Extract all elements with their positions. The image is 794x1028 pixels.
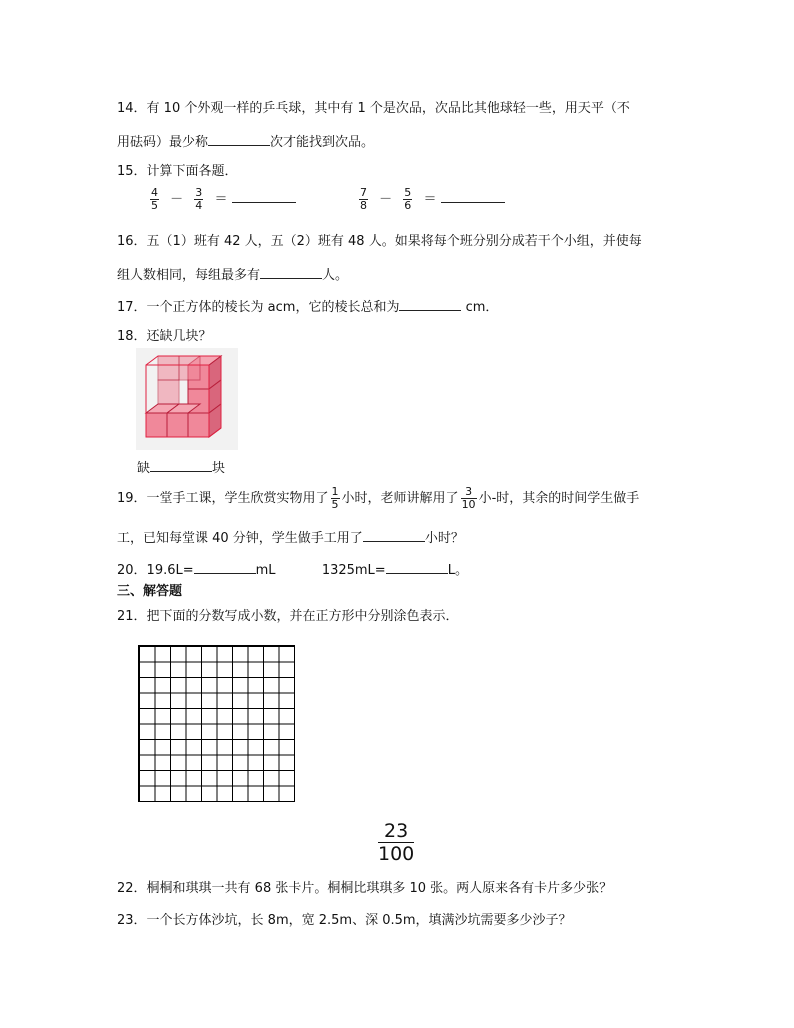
fraction: $\frac{7}{8}$	[360, 186, 367, 212]
question-21-title: 21．把下面的分数写成小数，并在正方形中分别涂色表示．	[117, 609, 459, 624]
answer-blank[interactable]	[441, 188, 505, 203]
question-22: 22．桐桐和琪琪一共有 68 张卡片。桐桐比琪琪多 10 张。两人原来各有卡片多少张？	[117, 881, 613, 896]
answer-blank[interactable]	[399, 296, 461, 311]
question-18-title: 18．还缺几块？	[117, 329, 212, 344]
answer-blank[interactable]	[194, 559, 256, 574]
question-20: 20．19.6L= mL 1325mL= L。	[117, 559, 468, 580]
question-18-answer: 缺 块	[137, 457, 225, 478]
ten-by-ten-grid[interactable]	[138, 645, 295, 802]
fraction: $\frac{3}{10}$	[461, 485, 476, 511]
question-16-line-2: 组人数相同，每组最多有 人。	[117, 264, 348, 285]
question-17: 17．一个正方体的棱长为 acm，它的棱长总和为 cm．	[117, 296, 498, 317]
question-19-line-2: 工，已知每堂课 40 分钟，学生做手工用了 小时？	[117, 527, 464, 548]
answer-blank[interactable]	[208, 131, 270, 146]
answer-blank[interactable]	[260, 264, 322, 279]
question-14-line-1: 14．有 10 个外观一样的乒乓球，其中有 1 个是次品，次品比其他球轻一些，用天平（不	[117, 101, 630, 116]
answer-blank[interactable]	[363, 527, 425, 542]
fraction: $\frac{1}{5}$	[331, 485, 339, 511]
question-14-line-2: 用砝码）最少称 次才能找到次品。	[117, 131, 374, 152]
fraction: $\frac{3}{4}$	[195, 186, 203, 212]
answer-blank[interactable]	[232, 188, 296, 203]
answer-blank[interactable]	[150, 457, 212, 472]
expression-2: $\frac{7}{8}$ － $\frac{5}{6}$ ＝	[357, 187, 505, 212]
question-19-line-1: 19．一堂手工课，学生欣赏实物用了 $\frac{1}{5}$ 小时，老师讲解用了 $\frac{3}{10}$ 小-时，其余的时间学生做手	[117, 485, 640, 511]
expression-1: $\frac{4}{5}$ － $\frac{3}{4}$ ＝	[148, 187, 296, 212]
section-heading: 三、解答题	[117, 584, 183, 599]
question-16-line-1: 16．五（1）班有 42 人，五（2）班有 48 人。如果将每个班分别分成若干个小组，并使每	[117, 234, 642, 249]
fraction: $\frac{5}{6}$	[404, 186, 412, 212]
fraction-23-over-100: 23 100	[378, 820, 415, 865]
question-23: 23．一个长方体沙坑，长 8m，宽 2.5m、深 0.5m，填满沙坑需要多少沙子？	[117, 913, 572, 928]
fraction: $\frac{4}{5}$	[151, 186, 158, 212]
cube-stack-figure	[136, 348, 238, 450]
question-15-title: 15．计算下面各题．	[117, 164, 238, 179]
answer-blank[interactable]	[386, 559, 448, 574]
